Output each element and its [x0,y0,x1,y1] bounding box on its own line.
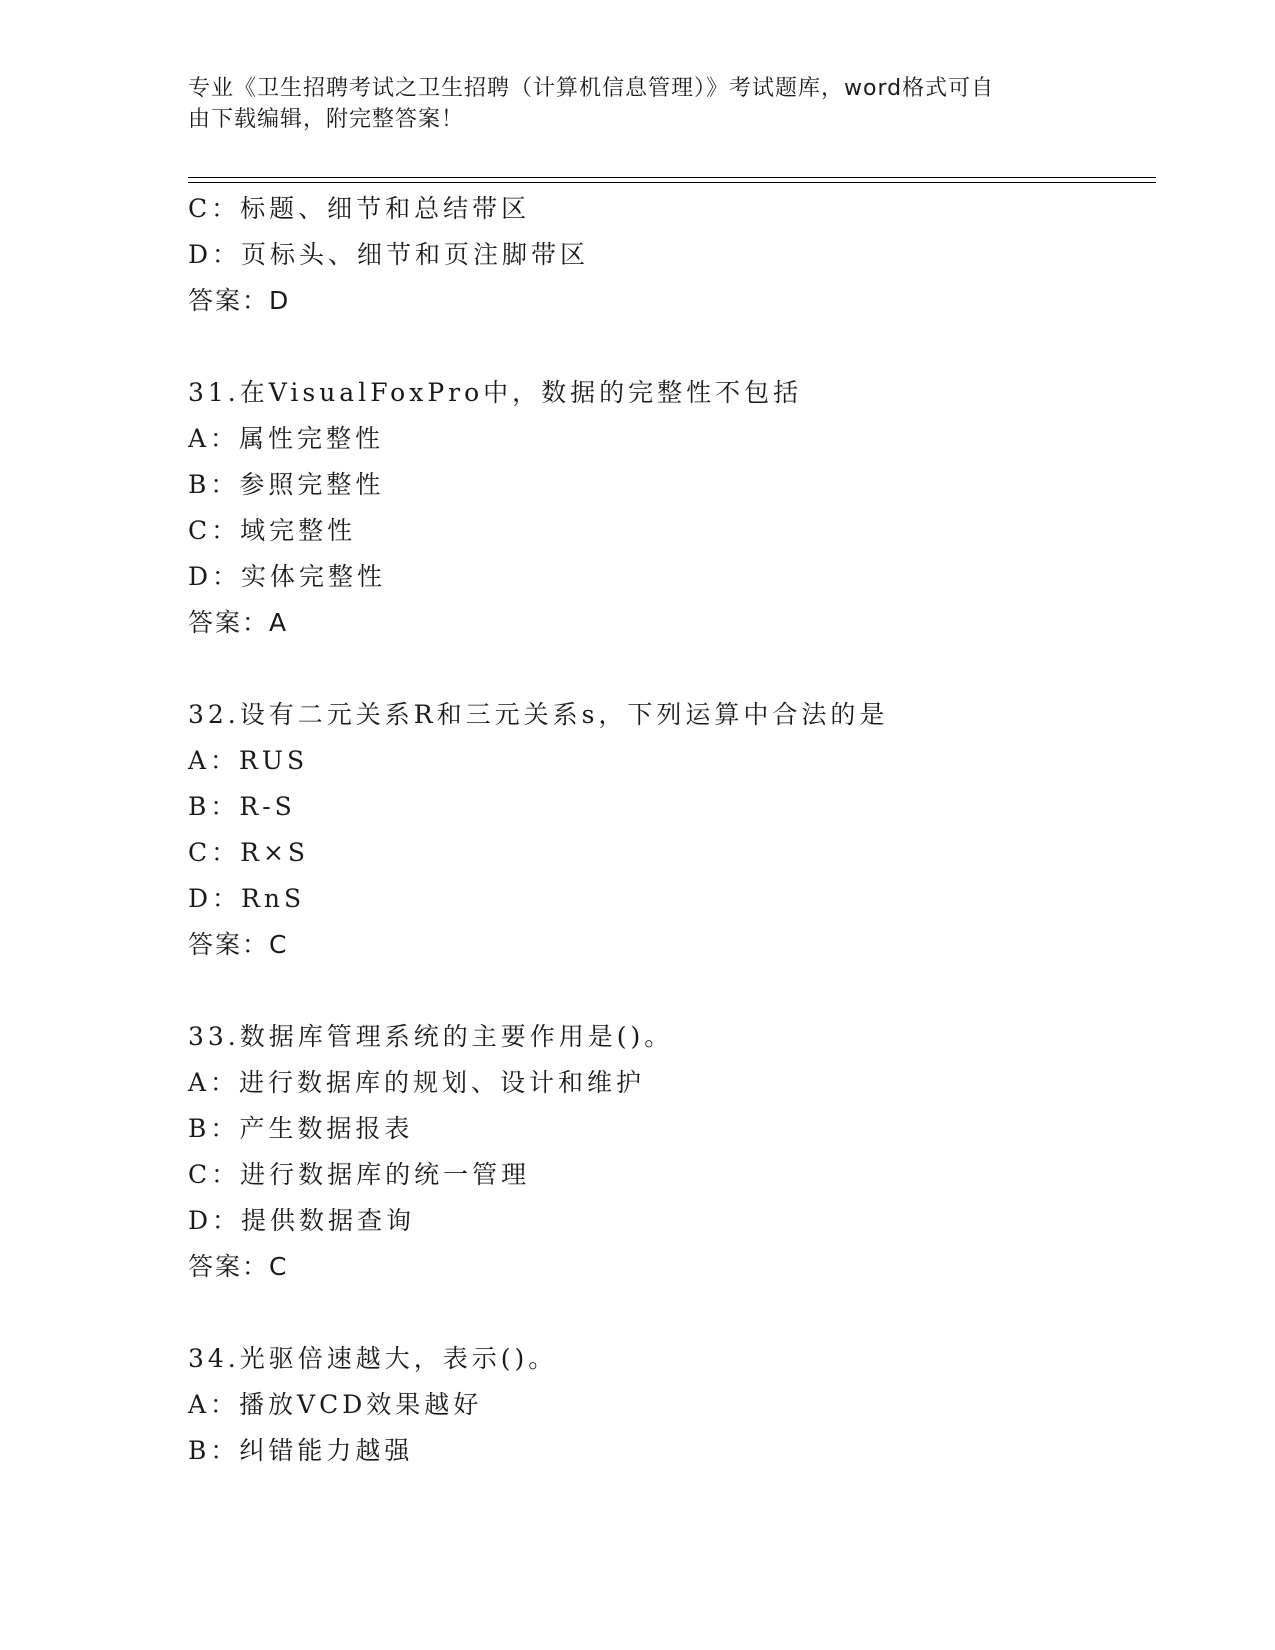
option-c: C：进行数据库的统一管理 [188,1160,531,1189]
option-c: C：域完整性 [188,516,357,545]
question-list [188,186,1156,1474]
question-stem: 33.数据库管理系统的主要作用是()。 [188,1022,674,1051]
document-header [188,73,1078,135]
option-a: A：RUS [188,746,309,775]
question-stem: 34.光驱倍速越大，表示()。 [188,1344,558,1373]
option-a: A：属性完整性 [188,424,385,453]
header-line-2: 由下载编辑，附完整答案！ [188,107,465,132]
option-a: A：进行数据库的规划、设计和维护 [188,1068,646,1097]
question-fragment [188,186,1156,324]
option-b: B：产生数据报表 [188,1114,414,1143]
header-line-1: 专业《卫生招聘考试之卫生招聘（计算机信息管理）》考试题库，word格式可自 [188,76,995,101]
option-d: D：RnS [188,884,306,913]
answer-line: 答案：D [188,286,291,315]
option-d: D：提供数据查询 [188,1206,416,1235]
header-divider-top [188,177,1156,178]
option-c: C：标题、细节和总结带区 [188,194,531,223]
answer-line: 答案：C [188,930,289,959]
option-c: C：R×S [188,838,310,867]
question-stem: 32.设有二元关系R和三元关系s，下列运算中合法的是 [188,700,889,729]
option-b: B：参照完整性 [188,470,385,499]
header-divider-bottom [188,182,1156,183]
option-d: D：页标头、细节和页注脚带区 [188,240,590,269]
option-b: B：R-S [188,792,296,821]
option-a: A：播放VCD效果越好 [188,1390,483,1419]
option-d: D：实体完整性 [188,562,387,591]
option-b: B：纠错能力越强 [188,1436,414,1465]
question-stem: 31.在VisualFoxPro中，数据的完整性不包括 [188,378,803,407]
question-32 [188,692,1156,968]
answer-line: 答案：A [188,608,289,637]
question-34 [188,1336,1156,1474]
question-33 [188,1014,1156,1290]
question-31 [188,370,1156,646]
answer-line: 答案：C [188,1252,289,1281]
